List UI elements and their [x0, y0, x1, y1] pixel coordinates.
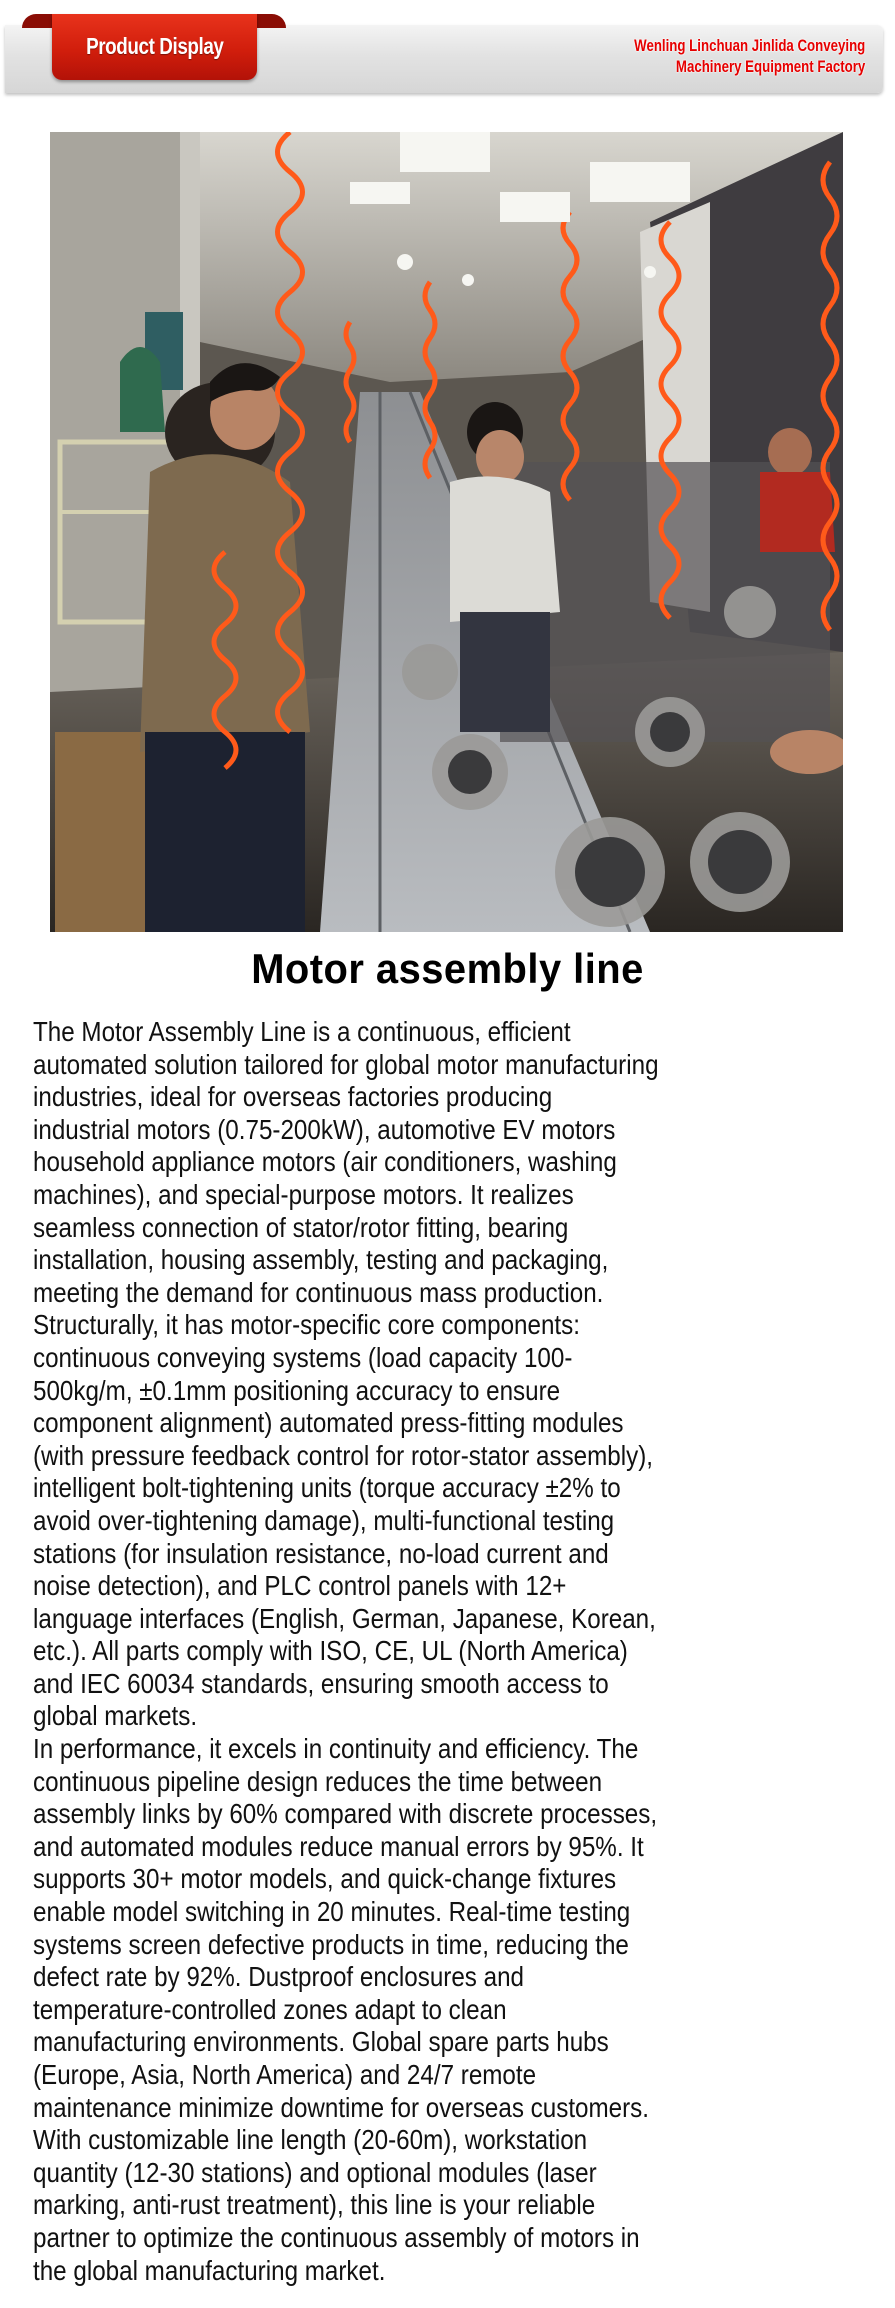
description-line: noise detection), and PLC control panels with 12+: [33, 1570, 567, 1602]
description-line: temperature-controlled zones adapt to clean: [33, 1993, 507, 2025]
description-line: 500kg/m, ±0.1mm positioning accuracy to ensure: [33, 1374, 561, 1406]
description-line: partner to optimize the continuous assembly of motors in: [33, 2221, 640, 2253]
company-name: [634, 35, 865, 77]
description-line: defect rate by 92%. Dustproof enclosures and: [33, 1961, 525, 1993]
description-line: language interfaces (English, German, Japanese, Korean,: [33, 1602, 656, 1634]
description-line: continuous conveying systems (load capacity 100-: [33, 1341, 573, 1373]
description-line: component alignment) automated press-fitting modules: [33, 1407, 624, 1439]
description-line: (with pressure feedback control for rotor-stator assembly),: [33, 1439, 654, 1471]
description-line: systems screen defective products in time, reducing the: [33, 1928, 629, 1960]
description-line: In performance, it excels in continuity and efficiency. The: [33, 1733, 639, 1765]
ribbon-label: Product Display: [85, 32, 224, 59]
company-name-line2: Machinery Equipment Factory: [675, 57, 865, 76]
description-line: stations (for insulation resistance, no-load current and: [33, 1537, 609, 1569]
product-display-ribbon: [52, 14, 257, 80]
description-line: industries, ideal for overseas factories producing: [33, 1081, 553, 1113]
description-line: (Europe, Asia, North America) and 24/7 remote: [33, 2059, 537, 2090]
description-line: seamless connection of stator/rotor fitting, bearing: [33, 1211, 569, 1243]
description-line: enable model switching in 20 minutes. Real-time testing: [33, 1896, 631, 1928]
description-line: automated solution tailored for global motor manufacturing: [33, 1048, 659, 1080]
description-line: manufacturing environments. Global spare parts hubs: [33, 2026, 609, 2058]
description-line: supports 30+ motor models, and quick-change fixtures: [33, 1863, 617, 1895]
description-line: and IEC 60034 standards, ensuring smooth access to: [33, 1667, 609, 1699]
description-line: household appliance motors (air conditioners, washing: [33, 1146, 617, 1178]
description-line: and automated modules reduce manual errors by 95%. It: [33, 1830, 644, 1862]
description-paragraph: [33, 1016, 860, 2287]
product-photo: [50, 132, 843, 932]
description-line: machines), and special-purpose motors. It realizes: [33, 1178, 574, 1210]
description-line: The Motor Assembly Line is a continuous, efficient: [33, 1016, 571, 1047]
company-name-line1: Wenling Linchuan Jinlida Conveying: [633, 36, 865, 55]
description-line: the global manufacturing market.: [33, 2254, 386, 2286]
description-line: maintenance minimize downtime for overseas customers.: [33, 2091, 650, 2123]
description-line: global markets.: [33, 1700, 198, 1732]
description-line: etc.). All parts comply with ISO, CE, UL (North America): [33, 1635, 628, 1667]
description-line: industrial motors (0.75-200kW), automotive EV motors: [33, 1113, 616, 1145]
description-line: installation, housing assembly, testing and packaging,: [33, 1244, 609, 1276]
description-line: Structurally, it has motor-specific core components:: [33, 1309, 580, 1341]
description-line: quantity (12-30 stations) and optional modules (laser: [33, 2156, 597, 2188]
description-line: avoid over-tightening damage), multi-functional testing: [33, 1504, 615, 1536]
description-line: marking, anti-rust treatment), this line is your reliable: [33, 2189, 596, 2221]
assembly-line-photo-image: [50, 132, 843, 932]
description-line: assembly links by 60% compared with discrete processes,: [33, 1798, 658, 1830]
description-line: meeting the demand for continuous mass production.: [33, 1276, 604, 1308]
product-title: Motor assembly line: [251, 945, 644, 992]
product-description: [33, 1016, 863, 2287]
description-line: With customizable line length (20-60m), workstation: [33, 2124, 588, 2156]
description-line: intelligent bolt-tightening units (torque accuracy ±2% to: [33, 1472, 621, 1504]
description-line: continuous pipeline design reduces the time between: [33, 1765, 603, 1797]
